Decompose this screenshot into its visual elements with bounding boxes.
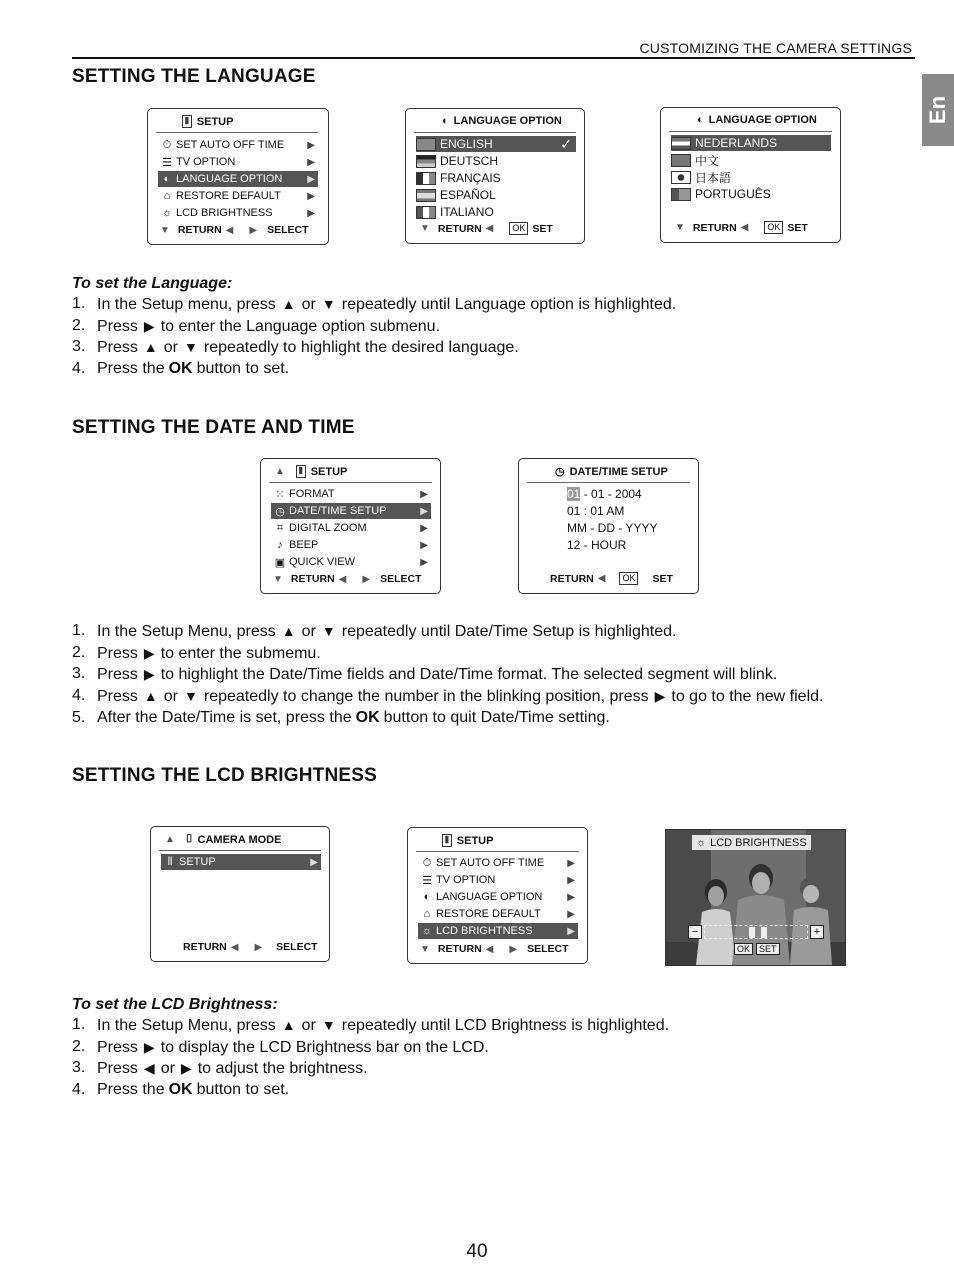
menu-item-label: SET AUTO OFF TIME xyxy=(176,139,285,151)
step-text xyxy=(97,621,676,643)
menu-item-selected[interactable] xyxy=(418,923,578,939)
step-text xyxy=(97,1015,669,1037)
step-number: 2. xyxy=(72,643,86,661)
screen-title xyxy=(442,834,493,847)
step-text-part: In the Setup Menu, press xyxy=(97,623,276,640)
arrow-up-icon: ▲ xyxy=(165,834,175,845)
step-item xyxy=(72,664,823,686)
arrow-right-icon: ▶ xyxy=(307,173,315,185)
step-text xyxy=(97,708,610,729)
camera-icon: ⌷ xyxy=(185,833,193,845)
flag-china-icon xyxy=(671,154,691,167)
arrow-down-icon: ▼ xyxy=(321,1017,336,1033)
arrow-left-icon: ◀ xyxy=(230,941,239,953)
language-label: ESPAÑOL xyxy=(440,188,496,202)
menu-item-selected[interactable] xyxy=(271,503,431,519)
arrow-right-icon: ▶ xyxy=(509,943,518,955)
menu-item-label: FORMAT xyxy=(289,488,335,500)
step-text xyxy=(97,294,676,316)
date-field[interactable] xyxy=(567,486,657,503)
clock-icon: ◷ xyxy=(555,466,565,478)
screen-title-text: SETUP xyxy=(310,465,348,478)
title-divider xyxy=(269,482,432,483)
screen-footer xyxy=(675,221,808,234)
step-item xyxy=(72,1058,669,1080)
arrow-down-icon: ▼ xyxy=(160,224,170,236)
menu-item[interactable] xyxy=(418,855,578,871)
language-option-screen xyxy=(405,108,585,244)
menu-item[interactable] xyxy=(271,554,431,570)
step-item xyxy=(72,1037,669,1059)
language-item[interactable] xyxy=(416,187,496,203)
section-heading-datetime: SETTING THE DATE AND TIME xyxy=(72,417,355,438)
hour-format-field[interactable]: 12 - HOUR xyxy=(567,538,627,552)
title-divider xyxy=(414,132,576,133)
date-time-setup-screen xyxy=(518,458,699,594)
arrow-up-icon: ▲ xyxy=(143,688,158,705)
arrow-up-icon: ▲ xyxy=(281,623,296,639)
ok-button-ref: OK xyxy=(168,1081,193,1099)
footer-set: SET xyxy=(652,572,673,585)
arrow-left-icon: ◀ xyxy=(225,224,234,236)
screen-title xyxy=(275,465,347,478)
arrow-left-icon: ◀ xyxy=(485,223,494,234)
menu-item-label: BEEP xyxy=(289,539,319,551)
arrow-up-icon: ▲ xyxy=(275,466,285,477)
screen-title xyxy=(697,114,817,126)
footer-return: RETURN xyxy=(437,943,482,955)
language-item[interactable] xyxy=(671,186,771,202)
language-label: DEUTSCH xyxy=(440,154,499,168)
title-divider xyxy=(669,131,832,132)
step-item xyxy=(72,337,676,359)
ok-icon: OK xyxy=(619,572,638,585)
step-item xyxy=(72,686,823,708)
screen-title xyxy=(442,115,562,127)
menu-item-label: LCD BRIGHTNESS xyxy=(436,925,533,937)
steps-language xyxy=(72,294,676,380)
step-text-part: to display the LCD Brightness bar on the LCD. xyxy=(160,1038,489,1056)
step-number: 4. xyxy=(72,1081,86,1099)
step-item xyxy=(72,1080,669,1101)
arrow-right-icon: ▶ xyxy=(143,644,155,661)
language-item[interactable] xyxy=(416,204,494,220)
set-label: SET xyxy=(756,943,780,955)
screen-title xyxy=(165,833,281,846)
step-text-part: repeatedly until Language option is highlighted. xyxy=(341,296,677,313)
setup-icon: ⫴ xyxy=(167,855,173,868)
step-number: 1. xyxy=(72,622,86,639)
step-text-part: Press xyxy=(97,1060,138,1078)
menu-item-label: LANGUAGE OPTION xyxy=(176,173,283,185)
arrow-right-icon: ▶ xyxy=(567,925,575,937)
step-text-part: to enter the submemu. xyxy=(160,644,321,662)
language-item-selected[interactable] xyxy=(671,135,831,151)
step-text-part: Press xyxy=(97,688,138,706)
screen-footer xyxy=(420,943,568,955)
step-text-part: In the Setup menu, press xyxy=(97,296,276,313)
arrow-right-icon: ▶ xyxy=(307,156,315,168)
subheading-lcd: To set the LCD Brightness: xyxy=(72,996,278,1013)
step-text-part: to go to the new field. xyxy=(671,688,824,706)
restore-icon: ⌂ xyxy=(423,908,431,920)
arrow-left-icon: ◀ xyxy=(740,222,749,233)
arrow-down-icon: ▼ xyxy=(184,688,198,705)
menu-item-label: TV OPTION xyxy=(436,874,496,886)
step-text-part: or xyxy=(163,688,178,706)
timer-icon: ⏱ xyxy=(422,856,432,869)
arrow-right-icon: ▶ xyxy=(420,539,428,551)
date-rest: - 01 - 2004 xyxy=(580,487,642,501)
language-item-selected[interactable] xyxy=(416,136,576,152)
footer-return: RETURN xyxy=(290,573,335,585)
language-label: FRANÇAIS xyxy=(440,171,501,185)
arrow-right-icon: ▶ xyxy=(249,224,258,236)
menu-item[interactable] xyxy=(271,537,431,553)
ok-button-ref: OK xyxy=(355,708,380,726)
menu-item-label: TV OPTION xyxy=(176,156,236,168)
arrow-down-icon: ▼ xyxy=(184,339,198,356)
flag-portugal-icon xyxy=(671,188,691,201)
arrow-right-icon: ▶ xyxy=(567,891,575,903)
step-number: 4. xyxy=(72,687,86,705)
step-text-part: or xyxy=(160,1060,175,1078)
language-tab xyxy=(922,74,954,146)
step-item xyxy=(72,621,823,643)
arrow-left-icon: ◀ xyxy=(485,943,494,955)
screen-footer xyxy=(550,572,673,585)
zoom-icon: ⌗ xyxy=(276,521,284,534)
step-number: 3. xyxy=(72,665,86,683)
step-text-part: Press the xyxy=(97,1081,165,1099)
title-divider xyxy=(416,851,579,852)
brightness-icon: ☼ xyxy=(421,925,433,937)
flag-japan-icon xyxy=(671,171,691,184)
step-item xyxy=(72,1015,669,1037)
step-text xyxy=(97,686,823,708)
menu-item-label: QUICK VIEW xyxy=(289,556,356,568)
footer-select: SELECT xyxy=(380,573,422,585)
ok-icon: OK xyxy=(734,943,753,955)
arrow-down-icon: ▼ xyxy=(321,623,336,639)
step-text xyxy=(97,664,777,686)
screen-title-text: LANGUAGE OPTION xyxy=(453,115,562,127)
flag-germany-icon xyxy=(416,155,436,168)
step-text-part: repeatedly until Date/Time Setup is highlighted. xyxy=(341,623,677,640)
arrow-down-icon: ▼ xyxy=(675,222,685,233)
date-format-field[interactable]: MM - DD - YYYY xyxy=(567,521,658,535)
flag-uk-icon xyxy=(416,138,436,151)
arrow-down-icon: ▼ xyxy=(420,943,430,955)
step-text-part: After the Date/Time is set, press the xyxy=(97,708,352,726)
step-text-part: to enter the Language option submenu. xyxy=(160,317,441,335)
menu-item-label: LCD BRIGHTNESS xyxy=(176,207,273,219)
screen-footer xyxy=(420,222,553,235)
flag-france-icon xyxy=(416,172,436,185)
step-text-part: button to set. xyxy=(196,360,290,378)
menu-item[interactable] xyxy=(418,872,578,888)
brightness-label-text: LCD BRIGHTNESS xyxy=(710,836,807,849)
menu-item[interactable] xyxy=(158,137,318,153)
brightness-label xyxy=(692,835,811,850)
speaker-icon: ♪ xyxy=(277,539,283,551)
language-item[interactable] xyxy=(416,153,498,169)
running-header: CUSTOMIZING THE CAMERA SETTINGS xyxy=(639,40,912,56)
flag-italy-icon xyxy=(416,206,436,219)
title-divider xyxy=(159,850,321,851)
step-text-part: Press xyxy=(97,666,138,684)
language-icon: ◐ xyxy=(163,173,171,185)
ok-icon: OK xyxy=(509,222,528,235)
arrow-right-icon: ▶ xyxy=(567,908,575,920)
date-time-fields xyxy=(567,486,657,554)
language-label: ENGLISH xyxy=(440,137,493,151)
step-text-part: In the Setup Menu, press xyxy=(97,1017,276,1034)
screen-title xyxy=(182,115,233,128)
format-icon: ⁙ xyxy=(275,488,285,501)
step-number: 1. xyxy=(72,1016,86,1033)
language-label: NEDERLANDS xyxy=(695,136,778,150)
step-item xyxy=(72,316,676,338)
arrow-down-icon: ▼ xyxy=(273,573,283,585)
brightness-bar[interactable] xyxy=(704,925,808,939)
arrow-up-icon: ▲ xyxy=(281,1017,296,1033)
menu-item-label: SETUP xyxy=(179,856,216,868)
arrow-up-icon: ▲ xyxy=(281,296,296,312)
arrow-right-icon: ▶ xyxy=(420,522,428,534)
language-item[interactable] xyxy=(416,170,501,186)
plus-button[interactable]: + xyxy=(810,925,824,939)
step-text-part: Press xyxy=(97,339,138,357)
step-text xyxy=(97,1058,368,1080)
footer-select: SELECT xyxy=(267,224,309,236)
date-month-selected: 01 xyxy=(567,487,581,501)
step-item xyxy=(72,643,823,665)
clock-icon: ◷ xyxy=(275,505,285,518)
step-item xyxy=(72,294,676,316)
steps-datetime xyxy=(72,621,823,729)
step-number: 3. xyxy=(72,1059,86,1077)
arrow-right-icon: ▶ xyxy=(143,1038,155,1055)
language-tab-label: En xyxy=(925,95,950,125)
step-text-part: or xyxy=(301,623,316,640)
arrow-right-icon: ▶ xyxy=(420,488,428,500)
ok-icon: OK xyxy=(764,221,783,234)
step-text-part: Press xyxy=(97,644,138,662)
step-text xyxy=(97,1080,289,1101)
arrow-right-icon: ▶ xyxy=(420,556,428,568)
screen-title xyxy=(555,465,668,478)
footer-return: RETURN xyxy=(550,572,594,585)
tv-icon: ☰ xyxy=(162,156,172,169)
menu-item-label: LANGUAGE OPTION xyxy=(436,891,543,903)
menu-item-label: SET AUTO OFF TIME xyxy=(436,857,545,869)
screen-footer xyxy=(160,224,308,236)
title-divider xyxy=(527,482,690,483)
setup-icon: ⫴ xyxy=(442,834,452,847)
menu-item[interactable] xyxy=(418,889,578,905)
menu-item[interactable] xyxy=(271,486,431,502)
arrow-right-icon: ▶ xyxy=(654,688,666,705)
step-text-part: Press xyxy=(97,1038,138,1056)
flag-spain-icon xyxy=(416,189,436,202)
quick-view-icon: ▣ xyxy=(274,556,286,569)
lcd-brightness-preview xyxy=(665,829,846,966)
step-text-part: Press the xyxy=(97,360,165,378)
arrow-right-icon: ▶ xyxy=(307,190,315,202)
restore-icon: ⌂ xyxy=(163,190,171,202)
language-item[interactable] xyxy=(671,152,719,168)
language-label: 日本語 xyxy=(695,170,732,185)
setup-icon: ⫴ xyxy=(182,115,192,128)
section-heading-lcd: SETTING THE LCD BRIGHTNESS xyxy=(72,765,377,786)
menu-item[interactable] xyxy=(418,906,578,922)
step-number: 1. xyxy=(72,295,86,312)
arrow-right-icon: ▶ xyxy=(420,505,428,517)
menu-item-selected[interactable] xyxy=(158,171,318,187)
screen-title-text: LANGUAGE OPTION xyxy=(708,114,817,126)
step-text-part: repeatedly until LCD Brightness is highlighted. xyxy=(341,1017,670,1034)
step-text-part: Press xyxy=(97,317,138,335)
step-text xyxy=(97,359,289,380)
step-text-part: repeatedly to highlight the desired language. xyxy=(203,339,519,357)
arrow-right-icon: ▶ xyxy=(310,856,318,868)
step-text-part: or xyxy=(301,1017,316,1034)
step-text-part: repeatedly to change the number in the blinking position, press xyxy=(203,688,649,706)
page-number: 40 xyxy=(466,1241,488,1262)
language-option-screen-2 xyxy=(660,107,841,243)
language-icon: ◐ xyxy=(697,114,704,126)
menu-item-label: DIGITAL ZOOM xyxy=(289,522,367,534)
step-text-part: button to quit Date/Time setting. xyxy=(383,708,610,726)
footer-set: SET xyxy=(532,222,553,235)
arrow-right-icon: ▶ xyxy=(143,317,155,334)
brightness-level-marker xyxy=(749,927,755,938)
menu-item-label: DATE/TIME SETUP xyxy=(289,505,387,517)
step-text xyxy=(97,337,519,359)
screen-title-text: SETUP xyxy=(456,834,494,847)
timer-icon: ⏱ xyxy=(162,138,172,151)
footer-return: RETURN xyxy=(437,222,482,235)
footer-set: SET xyxy=(787,221,808,234)
language-icon: ◐ xyxy=(442,115,449,127)
step-text xyxy=(97,316,440,338)
setup-menu-screen xyxy=(147,108,329,245)
footer-return: RETURN xyxy=(177,224,222,236)
screen-title-text: SETUP xyxy=(196,115,234,128)
step-text xyxy=(97,1037,489,1059)
footer-select: SELECT xyxy=(276,941,318,953)
menu-item-label: RESTORE DEFAULT xyxy=(176,190,281,202)
step-text-part: button to set. xyxy=(196,1081,290,1099)
step-item xyxy=(72,359,676,380)
camera-mode-screen xyxy=(150,826,330,962)
step-number: 2. xyxy=(72,1037,86,1055)
arrow-down-icon: ▼ xyxy=(420,223,430,234)
steps-lcd xyxy=(72,1015,669,1101)
menu-item[interactable] xyxy=(158,188,318,204)
step-number: 4. xyxy=(72,360,86,378)
arrow-right-icon: ▶ xyxy=(567,857,575,869)
arrow-right-icon: ▶ xyxy=(254,941,263,953)
screen-footer xyxy=(183,941,318,953)
language-label: 中文 xyxy=(695,153,720,168)
language-label: ITALIANO xyxy=(440,205,494,219)
step-text xyxy=(97,643,321,665)
arrow-left-icon: ◀ xyxy=(143,1060,155,1077)
ok-button-ref: OK xyxy=(168,360,193,378)
setup-menu-screen-3 xyxy=(407,827,588,964)
subheading-language: To set the Language: xyxy=(72,275,233,292)
arrow-right-icon: ▶ xyxy=(362,573,371,585)
menu-item[interactable] xyxy=(271,520,431,536)
setup-icon: ⫴ xyxy=(296,465,306,478)
footer-return: RETURN xyxy=(692,221,737,234)
screen-title-text: CAMERA MODE xyxy=(197,833,282,846)
setup-menu-screen-2 xyxy=(260,458,441,594)
brightness-level-marker xyxy=(761,927,767,938)
language-item[interactable] xyxy=(671,169,731,185)
title-divider xyxy=(156,132,318,133)
footer-select: SELECT xyxy=(527,943,569,955)
tv-icon: ☰ xyxy=(422,874,432,887)
section-heading-language: SETTING THE LANGUAGE xyxy=(72,66,316,87)
arrow-up-icon: ▲ xyxy=(143,339,158,356)
footer-return: RETURN xyxy=(183,941,227,953)
screen-title-text: DATE/TIME SETUP xyxy=(569,465,668,478)
step-number: 2. xyxy=(72,316,86,334)
screen-footer xyxy=(273,573,421,585)
menu-item-label: RESTORE DEFAULT xyxy=(436,908,541,920)
arrow-right-icon: ▶ xyxy=(143,666,155,683)
arrow-right-icon: ▶ xyxy=(307,139,315,151)
flag-netherlands-icon xyxy=(671,137,691,150)
arrow-down-icon: ▼ xyxy=(321,296,336,312)
arrow-right-icon: ▶ xyxy=(180,1060,192,1077)
minus-button[interactable]: − xyxy=(688,925,702,939)
arrow-right-icon: ▶ xyxy=(307,207,315,219)
arrow-left-icon: ◀ xyxy=(338,573,347,585)
step-text-part: or xyxy=(163,339,178,357)
menu-item[interactable] xyxy=(158,205,318,221)
menu-item-selected[interactable] xyxy=(161,854,321,870)
brightness-icon: ☼ xyxy=(696,836,707,849)
menu-item[interactable] xyxy=(158,154,318,170)
language-label: PORTUGUÊS xyxy=(695,187,771,201)
header-rule xyxy=(72,57,915,59)
step-text-part: to adjust the brightness. xyxy=(197,1060,368,1078)
step-item xyxy=(72,708,823,729)
step-number: 5. xyxy=(72,708,86,726)
brightness-icon: ☼ xyxy=(161,207,173,219)
step-text-part: to highlight the Date/Time fields and Date/Time format. The selected segment will blink. xyxy=(160,666,778,684)
language-icon: ◐ xyxy=(423,891,431,903)
time-field[interactable]: 01 : 01 AM xyxy=(567,504,625,518)
step-number: 3. xyxy=(72,338,86,356)
step-text-part: or xyxy=(301,296,316,313)
arrow-right-icon: ▶ xyxy=(567,874,575,886)
arrow-left-icon: ◀ xyxy=(597,573,606,584)
checkmark-icon: ✓ xyxy=(560,135,572,152)
